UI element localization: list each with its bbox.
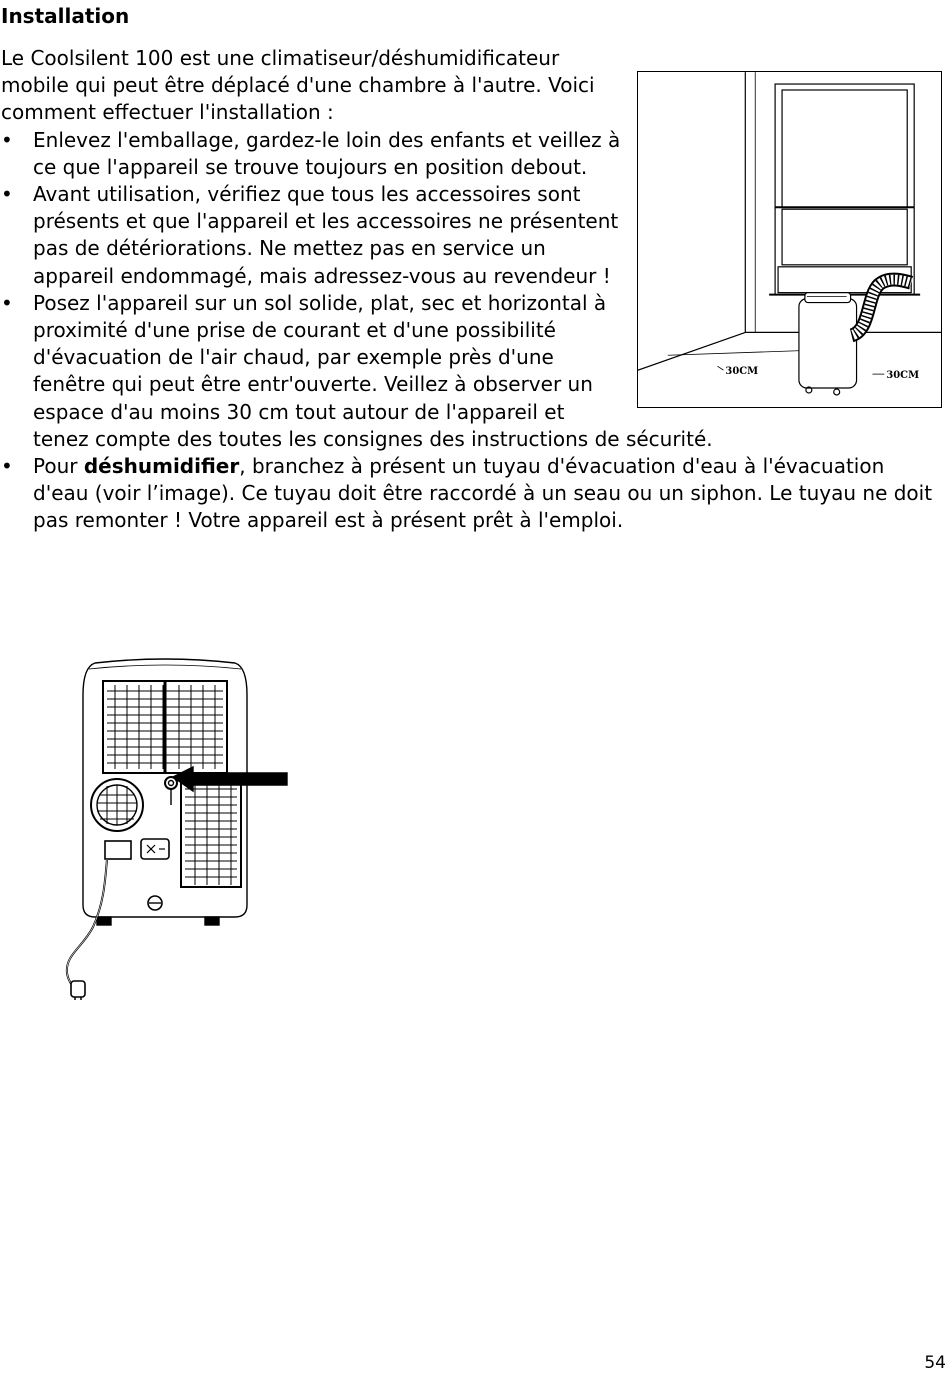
b4-rest: , branchez à présent un tuyau d'évacuation d'eau à l'évacuation d'eau (voir l’image). Ce tuyau doit être raccordé à un seau ou un siphon. Le tuyau ne doit pas remonter ! Votre appareil est à présent prêt à l'emploi.	[33, 454, 933, 533]
page-title: Installation	[1, 4, 130, 28]
clearance-label-left: 30CM	[725, 366, 759, 378]
intro-paragraph: Le Coolsilent 100 est une climatiseur/déshumidificateur mobile qui peut être déplacé d'une chambre à l'autre. Voici comment effectuer l'installation :	[1, 46, 595, 125]
list-item	[1, 453, 946, 535]
unit-rear-illustration	[55, 655, 295, 1000]
b4-prefix: Pour	[33, 454, 84, 479]
page-number: 54	[924, 1353, 946, 1373]
list-item: • Avant utilisation, vérifiez que tous les accessoires sont présents et que l'appareil et les accessoires ne présentent pas de détériorations. Ne mettez pas en service un appareil endommagé, mais adressez-vous au revendeur !	[1, 181, 946, 290]
body-text	[1, 45, 946, 535]
list-item: • Posez l'appareil sur un sol solide, plat, sec et horizontal à proximité d'une prise de courant et d'une possibilité d'évacuation de l'air chaud, par exemple près d'une fenêtre qui peut être entr'ouverte. Veillez à observer un espace d'au moins 30 cm tout autour de l'appareil et tenez compte des toutes les consignes des instructions de sécurité.	[1, 290, 946, 453]
list-item: • Enlevez l'emballage, gardez-le loin des enfants et veillez à ce que l'appareil se trouve toujours en position debout.	[1, 127, 946, 181]
b4-bold-term: déshumidifier	[83, 454, 240, 479]
instruction-list	[1, 127, 946, 535]
clearance-label-right: 30CM	[886, 370, 920, 382]
